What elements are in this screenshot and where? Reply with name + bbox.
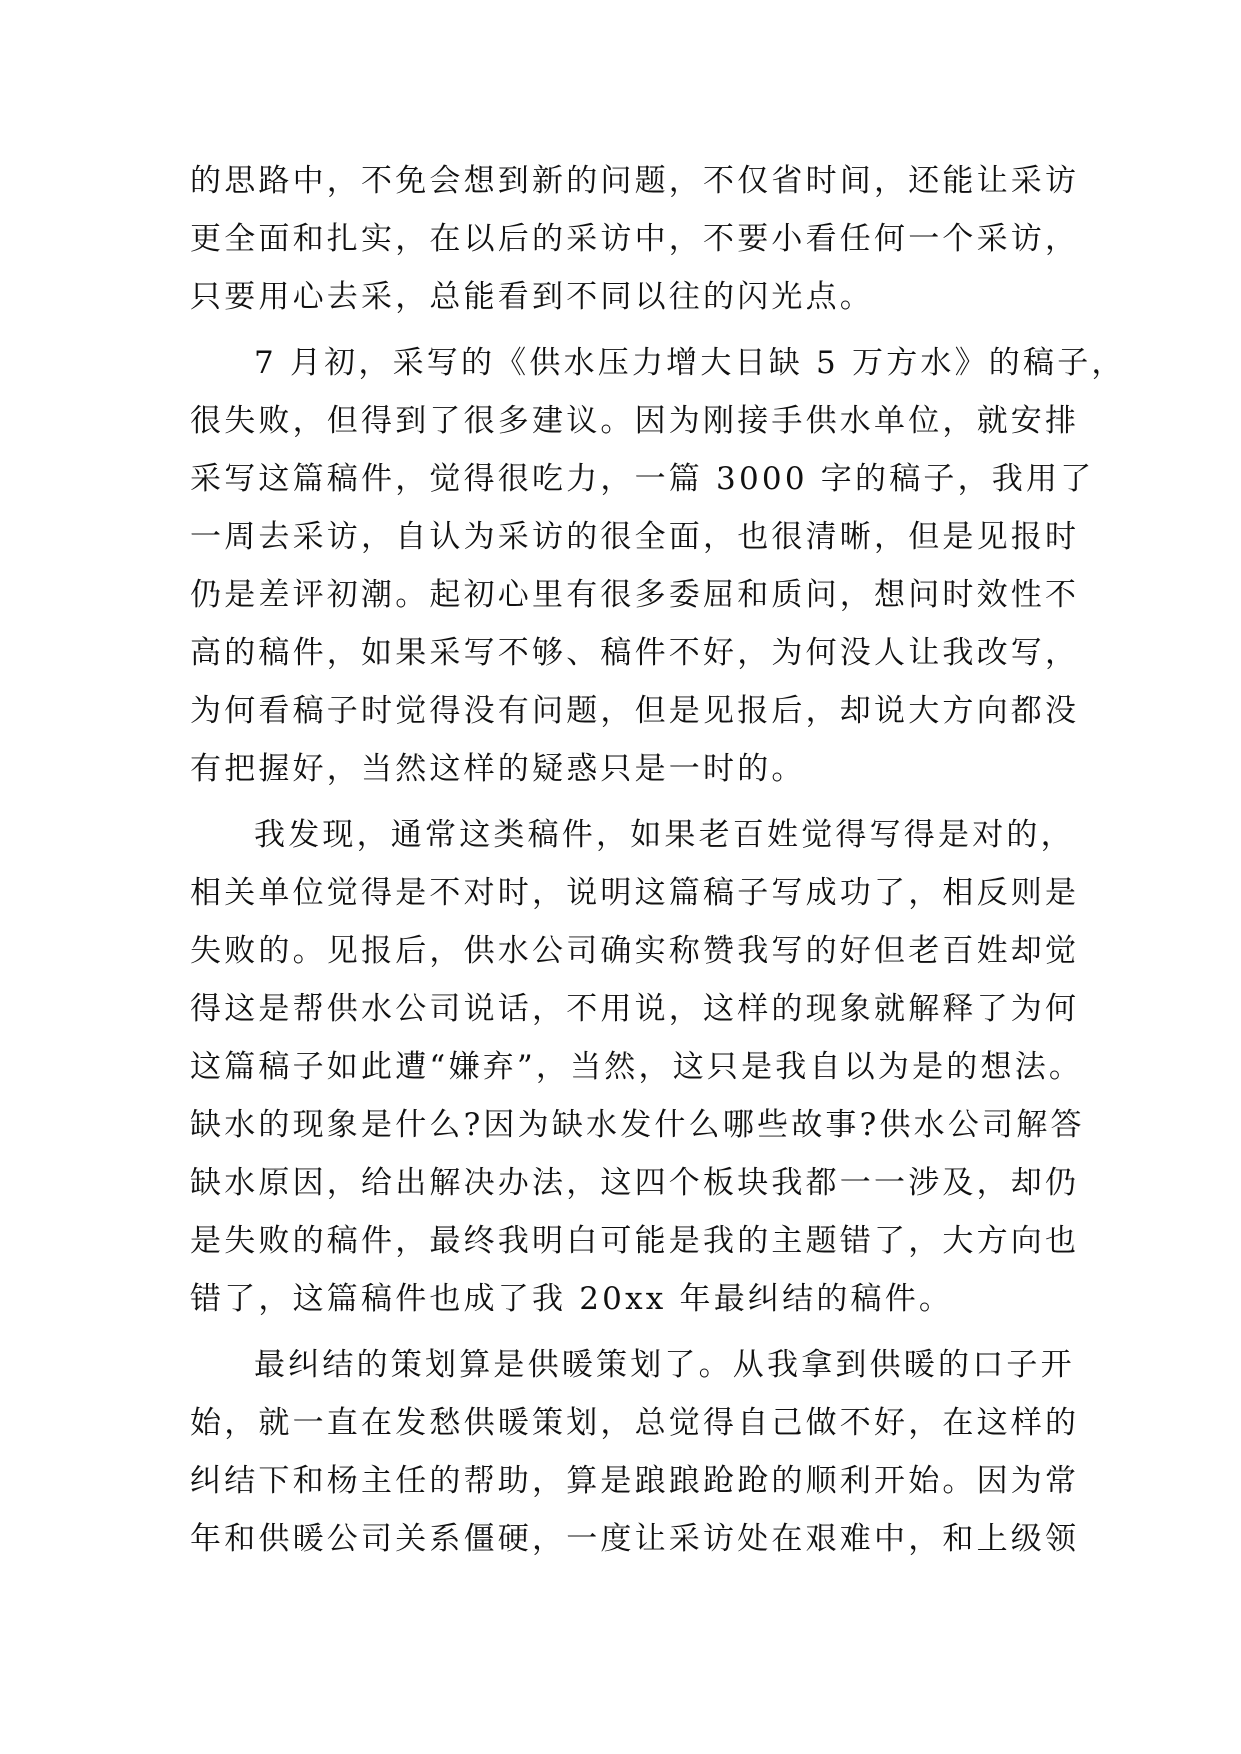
text-line: 错了，这篇稿件也成了我 20xx 年最纠结的稿件。 [190,1281,954,1317]
text-line: 采写这篇稿件，觉得很吃力，一篇 3000 字的稿子，我用了 [190,461,1095,497]
text-line: 更全面和扎实，在以后的采访中，不要小看任何一个采访， [190,221,1080,257]
text-line: 缺水的现象是什么?因为缺水发什么哪些故事?供水公司解答 [190,1107,1085,1143]
paragraph-start-line: 我发现，通常这类稿件，如果老百姓觉得写得是对的， [254,817,1075,853]
text-line: 很失败，但得到了很多建议。因为刚接手供水单位，就安排 [190,403,1080,439]
text-line: 年和供暖公司关系僵硬，一度让采访处在艰难中，和上级领 [190,1521,1080,1557]
text-line: 纠结下和杨主任的帮助，算是踉踉跄跄的顺利开始。因为常 [190,1463,1080,1499]
paragraph-start-line: 7 月初，采写的《供水压力增大日缺 5 万方水》的稿子， [254,345,1126,381]
text-line: 缺水原因，给出解决办法，这四个板块我都一一涉及，却仍 [190,1165,1080,1201]
text-line: 这篇稿子如此遭“嫌弃”，当然，这只是我自以为是的想法。 [190,1049,1084,1085]
paragraph-start-line: 最纠结的策划算是供暖策划了。从我拿到供暖的口子开 [254,1347,1075,1383]
text-line: 是失败的稿件，最终我明白可能是我的主题错了，大方向也 [190,1223,1080,1259]
body-text [190,152,1126,1568]
text-line: 有把握好，当然这样的疑惑只是一时的。 [190,751,806,787]
text-line: 为何看稿子时觉得没有问题，但是见报后，却说大方向都没 [190,693,1080,729]
text-line: 始，就一直在发愁供暖策划，总觉得自己做不好，在这样的 [190,1405,1080,1441]
text-line: 失败的。见报后，供水公司确实称赞我写的好但老百姓却觉 [190,933,1080,969]
text-line: 一周去采访，自认为采访的很全面，也很清晰，但是见报时 [190,519,1080,555]
text-line: 只要用心去采，总能看到不同以往的闪光点。 [190,279,874,315]
text-line: 仍是差评初潮。起初心里有很多委屈和质问，想问时效性不 [190,577,1080,613]
text-line: 高的稿件，如果采写不够、稿件不好，为何没人让我改写， [190,635,1080,671]
text-line: 相关单位觉得是不对时，说明这篇稿子写成功了，相反则是 [190,875,1080,911]
text-line: 的思路中，不免会想到新的问题，不仅省时间，还能让采访 [190,163,1080,199]
text-line: 得这是帮供水公司说话，不用说，这样的现象就解释了为何 [190,991,1080,1027]
